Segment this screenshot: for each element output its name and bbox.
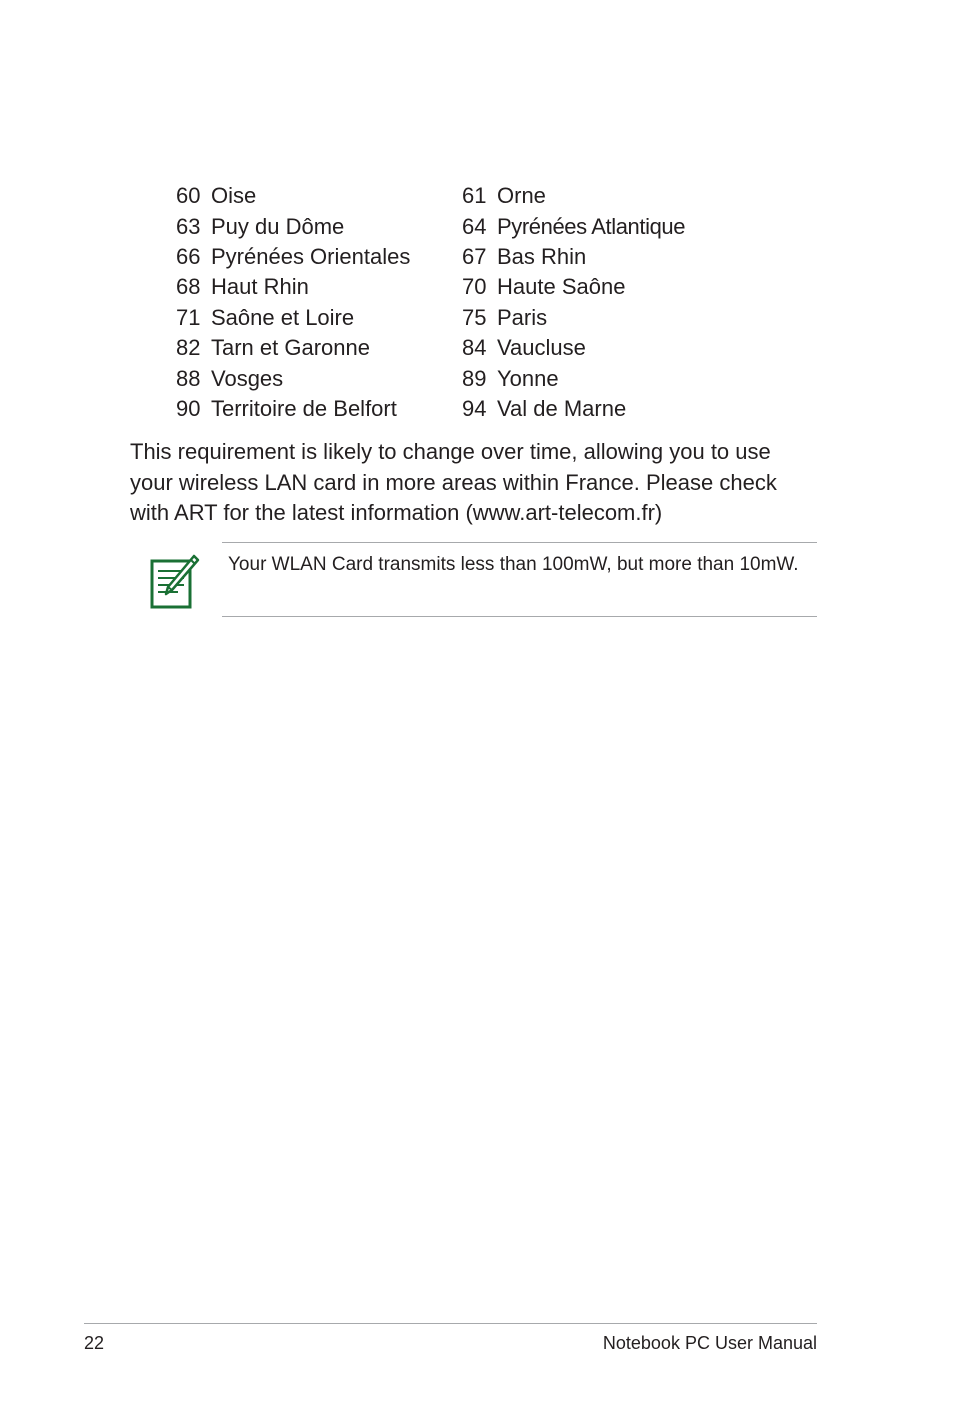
department-number: 60 <box>176 183 201 209</box>
department-name: Puy du Dôme <box>211 213 345 239</box>
department-entry <box>176 272 462 302</box>
table-row <box>176 303 736 333</box>
department-entry <box>176 394 462 424</box>
note-box <box>222 542 817 617</box>
manual-title: Notebook PC User Manual <box>602 1333 817 1353</box>
department-entry <box>462 333 586 363</box>
table-row <box>176 272 736 302</box>
department-entry <box>462 212 685 242</box>
department-number: 88 <box>176 365 201 391</box>
department-entry <box>462 181 546 211</box>
department-table <box>176 181 736 424</box>
department-entry <box>462 272 625 302</box>
department-name: Val de Marne <box>497 395 627 421</box>
table-row <box>176 363 736 393</box>
department-entry <box>176 303 462 333</box>
department-entry <box>462 242 586 272</box>
department-entry <box>176 364 462 394</box>
department-number: 94 <box>462 395 487 421</box>
department-number: 68 <box>176 274 201 300</box>
department-number: 89 <box>462 365 487 391</box>
department-name: Pyrénées Atlantique <box>497 213 686 239</box>
department-entry <box>176 242 462 272</box>
department-name: Yonne <box>497 365 559 391</box>
department-number: 71 <box>176 304 201 330</box>
department-number: 64 <box>462 213 487 239</box>
note-text: Your WLAN Card transmits less than 100mW, but more than 10mW. <box>228 554 799 575</box>
department-number: 84 <box>462 335 487 361</box>
department-entry <box>176 212 462 242</box>
note-pencil-icon <box>148 554 200 610</box>
body-paragraph: This requirement is likely to change over time, allowing you to use your wireless LAN card in more areas within France. Please check with ART for the latest information (www.art-telecom.fr) <box>130 439 777 525</box>
department-name: Oise <box>211 183 257 209</box>
department-number: 90 <box>176 395 201 421</box>
department-number: 67 <box>462 243 487 269</box>
department-entry <box>462 364 559 394</box>
department-number: 66 <box>176 243 201 269</box>
footer-divider <box>84 1323 817 1324</box>
department-name: Pyrénées Orientales <box>211 243 411 269</box>
department-name: Haute Saône <box>497 274 626 300</box>
department-number: 63 <box>176 213 201 239</box>
department-number: 75 <box>462 304 487 330</box>
department-name: Tarn et Garonne <box>211 335 370 361</box>
department-name: Paris <box>497 304 548 330</box>
department-number: 61 <box>462 183 487 209</box>
department-entry <box>176 333 462 363</box>
department-name: Haut Rhin <box>211 274 309 300</box>
table-row <box>176 242 736 272</box>
department-name: Saône et Loire <box>211 304 355 330</box>
table-row <box>176 333 736 363</box>
department-entry <box>176 181 462 211</box>
department-name: Territoire de Belfort <box>211 395 397 421</box>
table-row <box>176 394 736 424</box>
department-number: 82 <box>176 335 201 361</box>
department-number: 70 <box>462 274 487 300</box>
department-name: Vosges <box>211 365 284 391</box>
department-name: Orne <box>497 183 546 209</box>
page-number: 22 <box>84 1333 105 1353</box>
department-entry <box>462 303 547 333</box>
department-name: Vaucluse <box>497 335 586 361</box>
table-row <box>176 181 736 211</box>
department-name: Bas Rhin <box>497 243 587 269</box>
table-row <box>176 211 736 241</box>
department-entry <box>462 394 626 424</box>
